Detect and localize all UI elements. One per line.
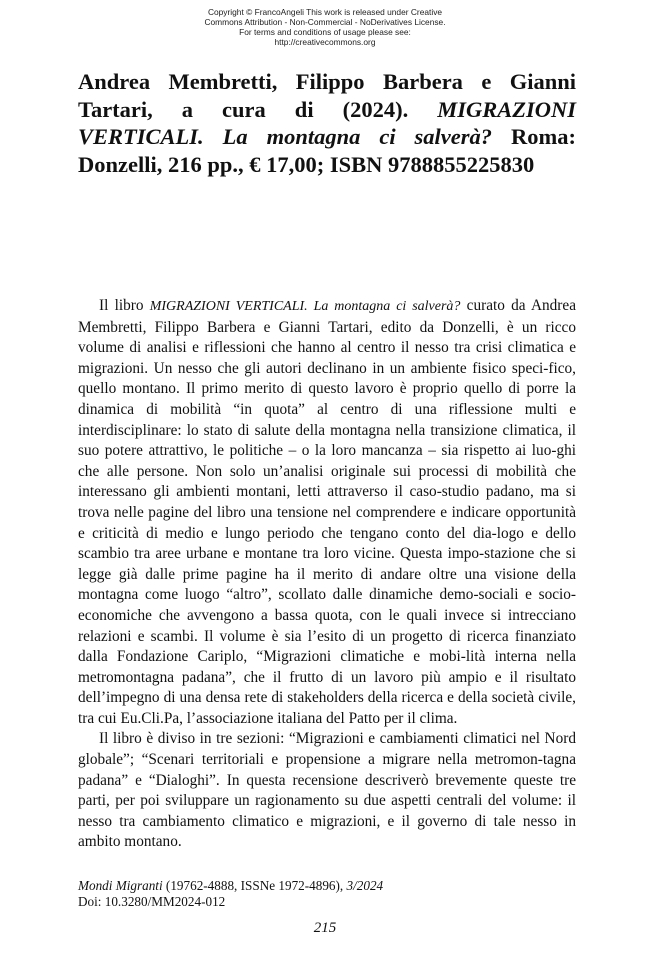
license-line: For terms and conditions of usage please see: (239, 27, 411, 37)
review-title (78, 68, 576, 178)
journal-name: Mondi Migranti (78, 878, 163, 893)
license-link[interactable]: http://creativecommons.org (274, 37, 376, 47)
review-body (78, 296, 576, 853)
paragraph-1-text: curato da Andrea Membretti, Filippo Barbera e Gianni Tartari, edito da Donzelli, è un ricco volume di analisi e riflessioni che hanno al centro il nesso tra crisi climatica e migrazioni. Un nesso che gli autori declinano in un ambiente fisico speci-fico, quello montano. Il primo merito di questo lavoro è proprio quello di porre la dinamica di mobilità “in quota” al centro di una riflessione multi e interdisciplinare: lo stato di salute della montagna nella transizione climatica, il suo potere attrattivo, le politiche – o la loro mancanza – sia rispetto ai luo-ghi che alle persone. Non solo un’analisi originale sui processi di mobilità che interessano gli ambienti montani, letti attraverso il caso-studio padano, ma si trova nelle pagine del libro una tensione nel comprendere e indicare opportunità e criticità di medio e lungo periodo che tengano conto del dia-logo e dello scambio tra aree urbane e montane tra loro vicine. Questa impo-stazione che si legge già dalle prime pagine ha il merito di andare oltre una visione della montagna come luogo “altro”, scollato dalle dinamiche demo-sociali e socio-economiche che avvengono a bassa quota, con le quali invece si intrecciano relazioni e scambi. Il volume è sia l’esito di un progetto di ricerca finanziato dalla Fondazione Cariplo, “Migrazioni climatiche e mobi-lità interna nella metromontagna padana”, che il frutto di un lavoro più ampio e il risultato dell’impegno di una densa rete di stakeholders della ricerca e della società civile, tra cui Eu.Cli.Pa, l’associazione italiana del Patto per il clima. (78, 297, 576, 727)
page-number: 215 (313, 920, 337, 936)
doi: Doi: 10.3280/MM2024-012 (78, 894, 226, 909)
paragraph-1-book-title: MIGRAZIONI VERTICALI. La montagna ci salverà? (149, 299, 461, 314)
journal-citation (78, 878, 576, 894)
paragraph-2: Il libro è diviso in tre sezioni: “Migrazioni e cambiamenti climatici nel Nord globale”; “Scenari territoriali e propensione a migrare nella metromon-tagna padana” e “Dialoghi”. In questa recensione descriverò brevemente queste tre parti, per poi sviluppare un ragionamento su due aspetti centrali del volume: il nesso tra cambiamento climatico e migrazioni, e il governo di tale nesso in ambito montano. (78, 730, 576, 851)
paragraph-1 (78, 296, 576, 729)
journal-issn: (19762-4888, ISSNe 1972-4896), (162, 878, 347, 893)
citation-footer (78, 878, 576, 910)
license-notice (0, 7, 650, 47)
title-details: Roma: Donzelli, 216 pp., € 17,00; ISBN 9788855225830 (78, 124, 576, 177)
license-line: Copyright © FrancoAngeli This work is released under Creative (207, 7, 443, 17)
paragraph-1-intro: Il libro (99, 297, 150, 314)
license-line: Commons Attribution - Non-Commercial - NoDerivatives License. (204, 17, 446, 27)
journal-issue: 3/2024 (346, 878, 384, 893)
title-book-title: MIGRAZIONI VERTICALI. La montagna ci salverà? (78, 96, 576, 149)
title-authors: Andrea Membretti, Filippo Barbera e Gianni Tartari, a cura di (2024). (78, 69, 576, 122)
